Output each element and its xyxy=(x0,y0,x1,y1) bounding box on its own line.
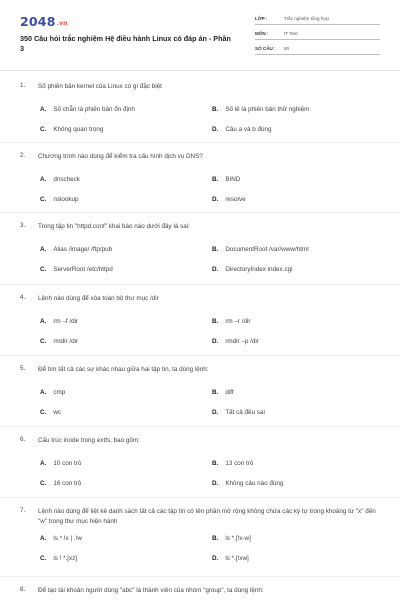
option-text: ls *.!x | .!w xyxy=(53,535,82,542)
answer-option[interactable] xyxy=(212,176,240,183)
answer-option[interactable] xyxy=(212,338,259,345)
option-key: D. xyxy=(212,409,219,416)
option-text: ServerRoot /etc/httpd xyxy=(53,266,113,273)
option-key: A. xyxy=(40,106,47,113)
question-divider xyxy=(0,426,400,427)
question-divider xyxy=(0,212,400,213)
site-logo[interactable] xyxy=(20,14,68,29)
option-text: nslookup xyxy=(53,196,79,203)
logo-main: 2048 xyxy=(20,14,56,29)
option-key: B. xyxy=(212,535,219,542)
question-number: 3. xyxy=(20,222,26,229)
option-text: dnscheck xyxy=(53,176,80,183)
meta-subject-label: MÔN : xyxy=(255,31,269,36)
answer-option[interactable] xyxy=(212,106,309,113)
answer-option[interactable] xyxy=(212,555,249,562)
option-key: B. xyxy=(212,389,219,396)
option-text: BIND xyxy=(225,176,241,183)
answer-option[interactable] xyxy=(212,126,272,133)
answer-option[interactable] xyxy=(40,246,112,253)
option-text: ls *.[!xw] xyxy=(225,555,249,562)
option-key: D. xyxy=(212,480,219,487)
meta-class-label: LỚP : xyxy=(255,16,268,21)
option-key: A. xyxy=(40,318,47,325)
document-title: 350 Câu hỏi trắc nghiệm Hệ điều hành Linux có đáp án - Phần 3 xyxy=(20,34,231,53)
answer-option[interactable] xyxy=(212,389,234,396)
answer-option[interactable] xyxy=(40,318,78,325)
option-text: rmdir –p /dir xyxy=(225,338,259,345)
option-text: DirectoryIndex index.cgi xyxy=(225,266,293,273)
question-text: Lệnh nào dùng để xóa toàn bộ thư mục /dir xyxy=(38,295,159,302)
option-text: Không quan trọng xyxy=(53,126,104,133)
question-text: Số phiên bản kernel của Linux có gì đặc biệt xyxy=(38,83,162,90)
question-divider xyxy=(0,355,400,356)
question-divider xyxy=(0,497,400,498)
option-key: D. xyxy=(212,126,219,133)
answer-option[interactable] xyxy=(40,126,103,133)
question-number: 6. xyxy=(20,436,26,443)
question-divider xyxy=(0,142,400,143)
logo-sub: .vn xyxy=(56,20,68,27)
answer-option[interactable] xyxy=(212,246,309,253)
question-number: 2. xyxy=(20,152,26,159)
option-text: ls *.[!x-w] xyxy=(225,535,251,542)
option-key: C. xyxy=(40,480,47,487)
answer-option[interactable] xyxy=(40,196,79,203)
option-key: A. xyxy=(40,246,47,253)
option-key: B. xyxy=(212,106,219,113)
option-text: diff xyxy=(225,389,234,396)
answer-option[interactable] xyxy=(40,460,81,467)
option-text: resolve xyxy=(225,196,246,203)
option-text: wc xyxy=(53,409,62,416)
question-text: Lệnh nào dùng để liệt kê danh sách tất cả các tập tin có tên phần mở rộng không chứa các ký tự trong khoảng từ "x" đến "w" trong thư mục hiện hành xyxy=(38,508,376,525)
answer-option[interactable] xyxy=(212,196,246,203)
option-text: cmp xyxy=(53,389,66,396)
answer-option[interactable] xyxy=(212,535,251,542)
question-text: Để tìm tất cả các sự khác nhau giữa hai tập tin, ta dùng lệnh: xyxy=(38,366,209,373)
option-key: C. xyxy=(40,338,47,345)
option-text: rm –f /dir xyxy=(53,318,79,325)
option-text: Câu a và b đúng xyxy=(225,126,272,133)
option-text: rmdir /dir xyxy=(53,338,79,345)
option-key: B. xyxy=(212,460,219,467)
answer-option[interactable] xyxy=(40,480,81,487)
answer-option[interactable] xyxy=(212,266,293,273)
answer-option[interactable] xyxy=(40,389,65,396)
question-text: Để tạo tài khoản người dùng "abc" là thành viên của nhóm "group", ta dùng lệnh: xyxy=(38,587,264,594)
header-divider xyxy=(0,70,400,71)
option-text: Số lẻ là phiên bản thử nghiệm xyxy=(225,106,310,113)
option-key: C. xyxy=(40,126,47,133)
option-text: Không câu nào đúng xyxy=(225,480,284,487)
question-number: 5. xyxy=(20,365,26,372)
answer-option[interactable] xyxy=(40,176,80,183)
option-key: D. xyxy=(212,338,219,345)
option-text: 16 con trỏ xyxy=(53,480,82,487)
meta-class-row xyxy=(255,14,380,25)
answer-option[interactable] xyxy=(40,266,113,273)
meta-count-label: SỐ CÂU : xyxy=(255,46,276,51)
question-number: 7. xyxy=(20,507,26,514)
option-key: D. xyxy=(212,196,219,203)
option-text: 13 con trỏ xyxy=(225,460,254,467)
question-text: Trong tập tin "httpd.conf" khai báo nào dưới đây là sai: xyxy=(38,223,190,230)
option-text: Tất cả đều sai xyxy=(225,409,265,416)
option-text: DocumentRoot /var/www/html xyxy=(225,246,309,253)
option-key: D. xyxy=(212,266,219,273)
answer-option[interactable] xyxy=(212,480,283,487)
question-text: Chương trình nào dùng để kiểm tra cấu hình dịch vụ DNS? xyxy=(38,153,203,160)
option-text: rm –r /dir xyxy=(225,318,251,325)
question-text: Cấu trúc inode trong extfs, bao gồm: xyxy=(38,437,140,444)
option-text: Alias /image/ /ftp/pub xyxy=(53,246,113,253)
question-number: 8. xyxy=(20,586,26,593)
answer-option[interactable] xyxy=(212,318,251,325)
meta-count-row xyxy=(255,44,380,55)
option-key: A. xyxy=(40,389,47,396)
question-divider xyxy=(0,284,400,285)
option-key: B. xyxy=(212,176,219,183)
answer-option[interactable] xyxy=(40,535,82,542)
question-number: 4. xyxy=(20,294,26,301)
option-key: D. xyxy=(212,555,219,562)
meta-count-value: 50 xyxy=(284,46,290,51)
option-key: B. xyxy=(212,318,219,325)
meta-subject-value: IT Test xyxy=(284,31,298,36)
option-key: A. xyxy=(40,176,47,183)
document-header xyxy=(0,0,400,68)
question-divider xyxy=(0,576,400,577)
option-key: C. xyxy=(40,555,47,562)
option-text: ls ! *.[xz] xyxy=(53,555,78,562)
meta-subject-row xyxy=(255,29,380,40)
option-key: A. xyxy=(40,535,47,542)
option-key: B. xyxy=(212,246,219,253)
option-text: Số chẵn là phiên bản ổn định xyxy=(53,106,135,113)
option-key: A. xyxy=(40,460,47,467)
answer-option[interactable] xyxy=(40,338,78,345)
answer-option[interactable] xyxy=(212,460,253,467)
option-key: C. xyxy=(40,196,47,203)
answer-option[interactable] xyxy=(40,106,135,113)
question-number: 1. xyxy=(20,82,26,89)
option-text: 10 con trỏ xyxy=(53,460,82,467)
option-key: C. xyxy=(40,266,47,273)
option-key: C. xyxy=(40,409,47,416)
answer-option[interactable] xyxy=(40,555,77,562)
meta-class-value: Trắc nghiệm tổng hợp xyxy=(284,16,329,21)
answer-option[interactable] xyxy=(212,409,265,416)
answer-option[interactable] xyxy=(40,409,61,416)
